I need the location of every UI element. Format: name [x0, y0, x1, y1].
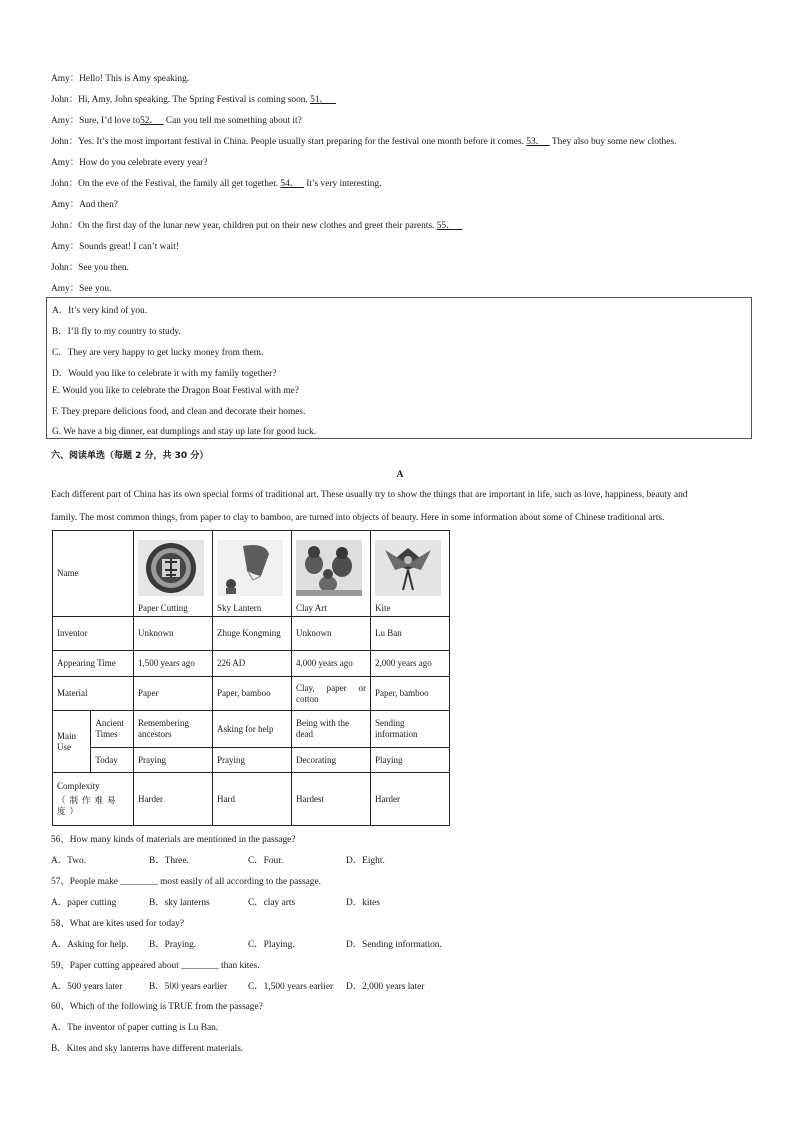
- choice-d: D．Eight.: [346, 856, 385, 866]
- choice-b: B．500 years earlier: [149, 982, 228, 992]
- choice-a: A．paper cutting: [51, 898, 117, 908]
- table-cell: Zhuge Kongming: [213, 617, 292, 651]
- table-cell: Decorating: [292, 748, 371, 773]
- choice-b: B．Three.: [149, 856, 189, 866]
- choice-b: B．Praying.: [149, 940, 197, 950]
- complexity-label: Complexity （制作难易度）: [53, 773, 134, 826]
- blank-55: 55．: [436, 221, 456, 231]
- dialogue-line: John：On the eve of the Festival, the family all get together. 54． It’s very interesting.: [51, 179, 382, 189]
- table-cell: Unknown: [292, 617, 371, 651]
- art-cell-sky-lantern: [213, 531, 292, 617]
- clay-art-image: [296, 540, 362, 596]
- dialogue-line: Amy：Sounds great! I can’t wait!: [51, 242, 179, 252]
- choice-b: B．sky lanterns: [149, 898, 210, 908]
- option-e: E. Would you like to celebrate the Dragon Boat Festival with me?: [52, 386, 299, 396]
- option-c: C．They are very happy to get lucky money from them.: [52, 348, 264, 358]
- dialogue-line: John：Hi, Amy, John speaking. The Spring Festival is coming soon. 51．: [51, 95, 329, 105]
- appearing-label: Appearing Time: [53, 651, 134, 677]
- dialogue-line: Amy：Sure, I’d love to52． Can you tell me something about it?: [51, 116, 302, 126]
- option-f: F. They prepare delicious food, and clean and decorate their homes.: [52, 407, 306, 417]
- question-stem: 58、What are kites used for today?: [51, 919, 185, 929]
- art-name: Kite: [375, 603, 391, 613]
- table-cell: Being with the dead: [292, 711, 371, 748]
- art-name: Paper Cutting: [138, 603, 188, 613]
- passage-line: family. The most common things, from paper to clay to bamboo, are turned into objects of beauty. Here in some information about some of Chinese traditional arts.: [51, 513, 665, 523]
- name-label: Name: [53, 531, 134, 617]
- kite-image: [375, 540, 441, 596]
- question-stem: 60、Which of the following is TRUE from the passage?: [51, 1002, 263, 1012]
- table-cell: Harder: [134, 773, 213, 826]
- table-cell: Sending information: [371, 711, 450, 748]
- choice-d: D．kites: [346, 898, 380, 908]
- art-cell-clay-art: [292, 531, 371, 617]
- blank-51: 51．: [310, 95, 329, 105]
- dialogue-line: Amy：How do you celebrate every year?: [51, 158, 208, 168]
- dialogue-line: John：See you then.: [51, 263, 129, 273]
- dialogue-line: Amy：Hello! This is Amy speaking.: [51, 74, 190, 84]
- table-cell: 1,500 years ago: [134, 651, 213, 677]
- table-cell: Clay, paper or cotton: [292, 677, 371, 711]
- option-a: A．It’s very kind of you.: [52, 306, 148, 316]
- question-stem: 59、Paper cutting appeared about ________ than kites.: [51, 961, 260, 971]
- dialogue-line: John：Yes. It’s the most important festival in China. People usually start preparing for the festival one month before it comes. 53． They also buy some new clothes.: [51, 137, 677, 147]
- table-cell: Paper: [134, 677, 213, 711]
- table-cell: Paper, bamboo: [371, 677, 450, 711]
- choice-c: C．Playing.: [248, 940, 295, 950]
- table-cell: Hard: [213, 773, 292, 826]
- art-name: Clay Art: [296, 603, 327, 613]
- blank-52: 52．: [140, 116, 159, 126]
- today-label: Today: [91, 748, 134, 773]
- table-cell: Praying: [213, 748, 292, 773]
- table-cell: 226 AD: [213, 651, 292, 677]
- table-cell: Praying: [134, 748, 213, 773]
- option-b: B．I’ll fly to my country to study.: [52, 327, 181, 337]
- choice-c: C．Four.: [248, 856, 284, 866]
- section-title: 六、阅读单选（每题 2 分，共 30 分）: [51, 451, 209, 461]
- table-cell: Hardest: [292, 773, 371, 826]
- choice-a: A．500 years later: [51, 982, 123, 992]
- table-cell: Remembering ancestors: [134, 711, 213, 748]
- choice-d: D．Sending information.: [346, 940, 442, 950]
- dialogue-line: Amy：And then?: [51, 200, 118, 210]
- dialogue-line: John：On the first day of the lunar new year, children put on their new clothes and greet their parents. 55．: [51, 221, 456, 231]
- choice-b: B．Kites and sky lanterns have different materials.: [51, 1044, 244, 1054]
- table-cell: Harder: [371, 773, 450, 826]
- table-cell: Playing: [371, 748, 450, 773]
- table-cell: 4,000 years ago: [292, 651, 371, 677]
- blank-54: 54．: [280, 179, 300, 189]
- choice-a: A．Asking for help.: [51, 940, 129, 950]
- table-cell: Paper, bamboo: [213, 677, 292, 711]
- table-cell: Lu Ban: [371, 617, 450, 651]
- passage-line: Each different part of China has its own special forms of traditional art. These usually try to show the things that are important in life, such as love, happiness, beauty and: [51, 490, 688, 500]
- choice-a: A．Two.: [51, 856, 87, 866]
- choice-d: D．2,000 years later: [346, 982, 425, 992]
- material-label: Material: [53, 677, 134, 711]
- blank-53: 53．: [526, 137, 546, 147]
- art-cell-paper-cutting: [134, 531, 213, 617]
- main-use-label: Main Use: [53, 711, 91, 773]
- paper-cutting-image: [138, 540, 204, 596]
- table-cell: Unknown: [134, 617, 213, 651]
- question-stem: 57、People make ________ most easily of all according to the passage.: [51, 877, 321, 887]
- table-cell: 2,000 years ago: [371, 651, 450, 677]
- choice-c: C．clay arts: [248, 898, 296, 908]
- passage-label: A: [396, 470, 404, 480]
- choice-c: C．1,500 years earlier: [248, 982, 334, 992]
- ancient-label: Ancient Times: [91, 711, 134, 748]
- arts-table: [52, 530, 450, 826]
- option-d: D．Would you like to celebrate it with my family together?: [52, 369, 277, 379]
- table-cell: Asking for help: [213, 711, 292, 748]
- choice-a: A．The inventor of paper cutting is Lu Ban.: [51, 1023, 219, 1033]
- art-cell-kite: [371, 531, 450, 617]
- art-name: Sky Lantern: [217, 603, 262, 613]
- dialogue-line: Amy：See you.: [51, 284, 112, 294]
- option-g: G. We have a big dinner, eat dumplings and stay up late for good luck.: [52, 427, 316, 437]
- inventor-label: Inventor: [53, 617, 134, 651]
- options-box: [46, 297, 752, 439]
- question-stem: 56、How many kinds of materials are mentioned in the passage?: [51, 835, 296, 845]
- sky-lantern-image: [217, 540, 283, 596]
